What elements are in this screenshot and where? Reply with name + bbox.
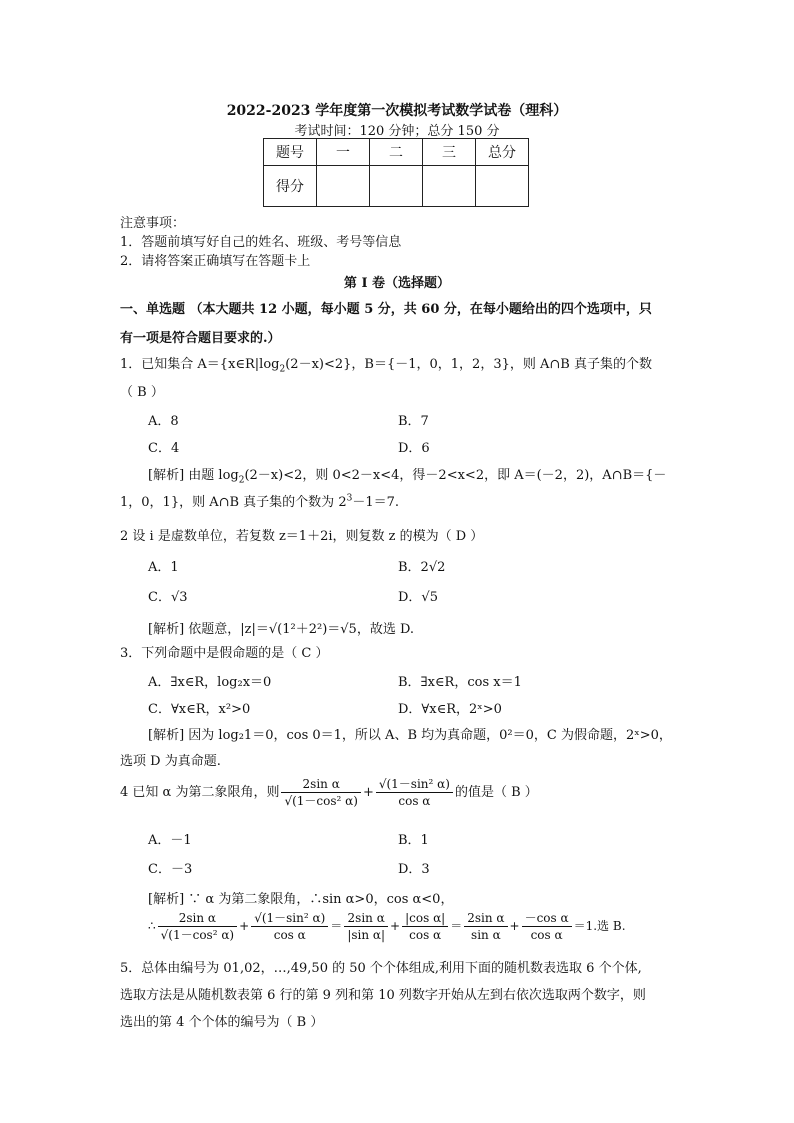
analysis: [解析] 由题 $\log_2(2-x)<2$，则 0<2－x<4，得－2<x<2，即 A＝(－2，2)，A∩B＝{－ [148,468,667,486]
section-intro: 一、单选题 （本大题共 12 小题，每小题 5 分，共 60 分，在每小题给出的四个选项中，只 [120,302,652,317]
analysis: 1，0，1}，则 A∩B 真子集的个数为 $2^3-1=7$. [120,493,400,510]
option: D．6 [398,441,430,456]
option: A．∃x∈R，log₂x＝0 [148,675,272,690]
question-stem: 1．已知集合 $A=\{x\in R|\log_2(2-x)<2\}$，B＝{－1，0，1，2，3}，则 A∩B 真子集的个数 [120,357,652,375]
score-cell: 得分 [264,166,317,207]
exam-subtitle: 考试时间：120 分钟；总分 150 分 [294,124,500,139]
option: A．－1 [148,833,192,848]
option: C．－3 [148,862,193,877]
score-cell [317,166,370,207]
fraction: $\frac{\text{√(1－sin² α)}}{\text{cos α}}$ [376,776,453,809]
exam-title: 2022-2023 学年度第一次模拟考试数学试卷（理科） [226,103,568,119]
option: B．∃x∈R，cos x＝1 [398,675,522,690]
analysis: [解析] ∵ α 为第二象限角，∴sin α>0，cos α<0， [148,892,454,907]
analysis-equation: ∴ $\frac{\text{2sin α}}{\text{√(1－cos² α)}}$ + $\frac{\text{√(1－sin² α)}}{\text{cos α}}$ ＝ $\frac{\text{2sin α}}{\text{|sin α|}}$ + $\frac{\text{|cos α|}}{\text{cos α}}$ ＝ $\frac{\text{2sin α}}{\text{sin α}}$ + $\frac{\text{－cos α}}{\text{cos α}}$ ＝1.选 B. [148,911,626,942]
note-item: 1．答题前填写好自己的姓名、班级、考号等信息 [120,235,402,250]
option: A．1 [148,560,179,575]
option: C．4 [148,441,180,456]
fraction: $\frac{\text{2sin α}}{\text{√(1－cos² α)}}$ [281,776,360,809]
option: D．3 [398,862,430,877]
option: B．7 [398,414,429,429]
note-item: 2．请将答案正确填写在答题卡上 [120,254,311,269]
option: B．1 [398,833,429,848]
analysis: 选项 D 为真命题. [120,754,221,769]
option: D．√5 [398,590,438,605]
score-cell [370,166,423,207]
notes-heading: 注意事项： [120,216,186,231]
score-table [263,138,529,207]
question-answer: （ B ） [120,385,164,400]
question-stem: 3．下列命题中是假命题的是（ C ） [120,646,329,661]
option: D．∀x∈R，2ˣ>0 [398,702,502,717]
option: A．8 [148,414,179,429]
question-stem: 4 已知 α 为第二象限角，则 $\frac{\text{2sin α}}{\text{√(1－cos² α)}}$ + $\frac{\text{√(1－sin² α)}}{\text{cos α}}$ 的值是（ B ） [120,777,538,808]
option: C．√3 [148,590,188,605]
score-cell: 总分 [476,139,529,166]
score-cell: 题号 [264,139,317,166]
question-stem: 选取方法是从随机数表第 6 行的第 9 列和第 10 列数字开始从左到右依次选取两个数字，则 [120,988,646,1003]
score-cell [476,166,529,207]
question-stem: 5．总体由编号为 01,02，…,49,50 的 50 个个体组成,利用下面的随机数表选取 6 个个体, [120,961,642,976]
option: B．2√2 [398,560,446,575]
section-title: 第 I 卷（选择题） [343,276,451,291]
analysis: [解析] 因为 log₂1＝0，cos 0＝1，所以 A、B 均为真命题，0²＝0，C 为假命题，2ˣ>0， [148,728,672,743]
analysis: [解析] 依题意，|z|＝√(1²＋2²)＝√5，故选 D. [148,622,415,637]
score-cell: 一 [317,139,370,166]
section-intro: 有一项是符合题目要求的.） [120,331,281,346]
score-cell [423,166,476,207]
option: C．∀x∈R，x²>0 [148,702,251,717]
question-stem: 2 设 i 是虚数单位，若复数 z＝1＋2i，则复数 z 的模为（ D ） [120,529,484,544]
question-stem: 选出的第 4 个个体的编号为（ B ） [120,1015,324,1030]
score-cell: 三 [423,139,476,166]
score-cell: 二 [370,139,423,166]
